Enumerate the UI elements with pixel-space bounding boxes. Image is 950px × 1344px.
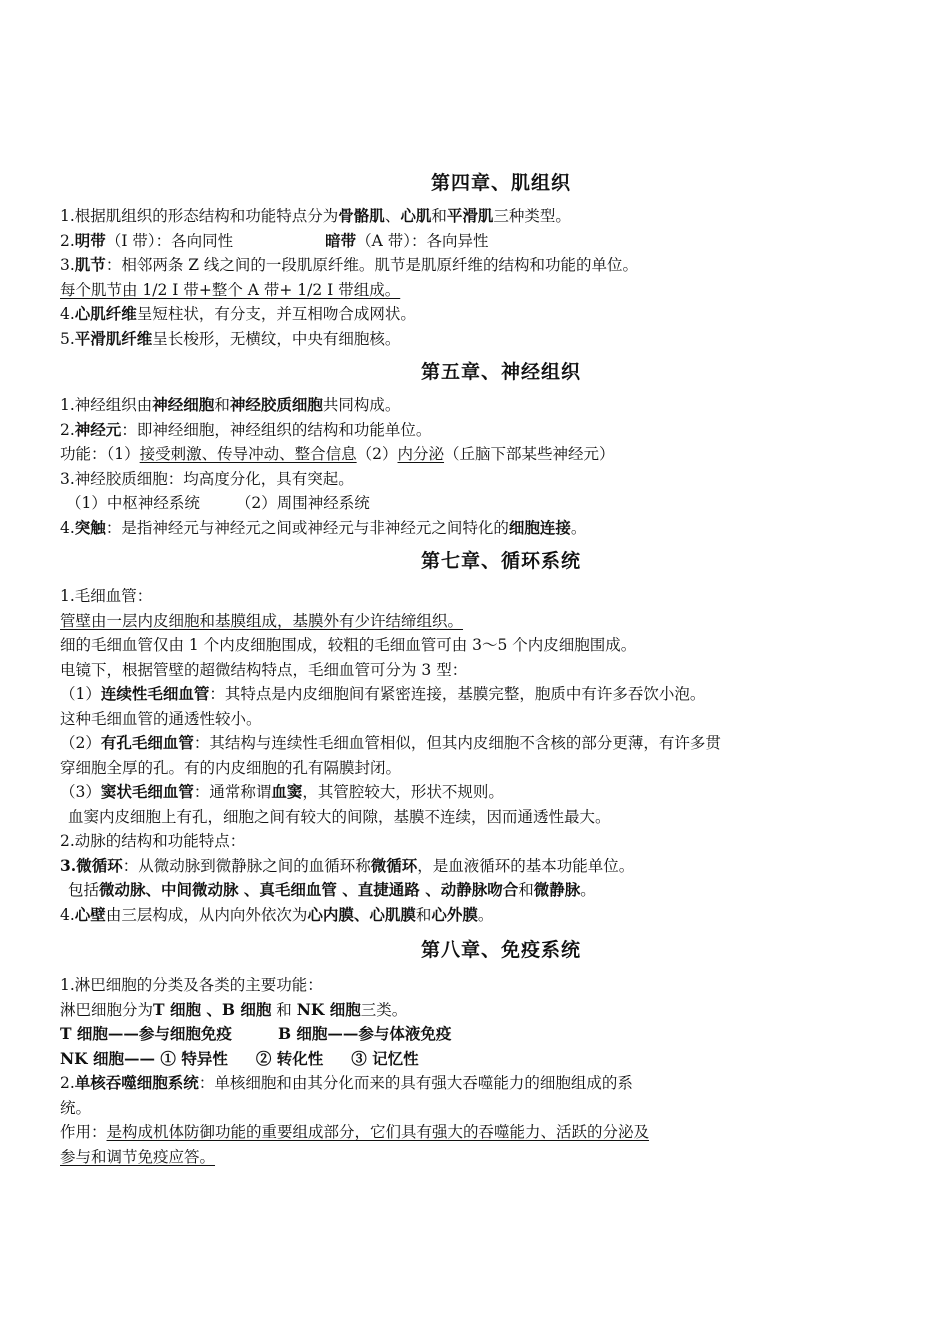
ch8-line-7: 作用：是构成机体防御功能的重要组成部分，它们具有强大的吞噬能力、活跃的分泌及: [60, 1123, 650, 1141]
ch4-line-3: 3.肌节：相邻两条 Z 线之间的一段肌原纤维。肌节是肌原纤维的结构和功能的单位。: [60, 255, 638, 274]
ch5-line-1: 1.神经组织由神经细胞和神经胶质细胞共同构成。: [60, 395, 401, 414]
ch7-line-1: 1.毛细血管：: [60, 587, 153, 605]
ch7-line-3: 细的毛细血管仅由 1 个内皮细胞围成，较粗的毛细血管可由 3～5 个内皮细胞围成。: [60, 636, 637, 654]
ch8-line-5: 2.单核吞噬细胞系统：单核细胞和由其分化而来的具有强大吞噬能力的细胞组成的系: [60, 1073, 633, 1092]
ch7-line-4: 电镜下，根据管壁的超微结构特点，毛细血管可分为 3 型：: [60, 660, 468, 679]
ch8-line-6: 统。: [60, 1098, 92, 1117]
ch7-line-5: （1）连续性毛细血管：其特点是内皮细胞间有紧密连接，基膜完整，胞质中有许多吞饮小泡。: [60, 684, 706, 703]
ch7-line-7: （2）有孔毛细血管：其结构与连续性毛细血管相似，但其内皮细胞不含核的部分更薄，有许多贯: [60, 733, 721, 752]
chapter-4-title: 第四章、肌组织: [430, 172, 571, 194]
ch7-line-9: （3）窦状毛细血管：通常称谓血窦，其管腔较大，形状不规则。: [60, 782, 504, 801]
ch5-line-6: 4.突触：是指神经元与神经元之间或神经元与非神经元之间特化的细胞连接。: [60, 517, 587, 537]
ch4-line-6: 5.平滑肌纤维呈长梭形，无横纹，中央有细胞核。: [60, 328, 401, 348]
ch7-line-10: 血窦内皮细胞上有孔，细胞之间有较大的间隙，基膜不连续，因而通透性最大。: [68, 807, 611, 826]
document-page: [60, 170, 890, 1169]
ch5-line-3: 功能：（1）接受刺激、传导冲动、整合信息（2）内分泌（丘脑下部某些神经元）: [60, 445, 615, 463]
ch5-line-4: 3.神经胶质细胞：均高度分化，具有突起。: [60, 469, 354, 488]
ch8-line-8: 参与和调节免疫应答。: [60, 1147, 216, 1166]
ch8-line-2: 淋巴细胞分为T 细胞 、B 细胞 和 NK 细胞三类。: [60, 999, 408, 1019]
ch4-line-1: 1.根据肌组织的形态结构和功能特点分为骨骼肌、心肌和平滑肌三种类型。: [60, 206, 571, 225]
chapter-8-title: 第八章、免疫系统: [420, 939, 581, 961]
ch7-line-11: 2.动脉的结构和功能特点：: [60, 832, 246, 850]
ch7-line-8: 穿细胞全厚的孔。有的内皮细胞的孔有隔膜封闭。: [60, 758, 402, 777]
ch7-line-13: 包括微动脉、中间微动脉 、真毛细血管 、直捷通路 、动静脉吻合和微静脉。: [68, 880, 596, 899]
ch4-line-2: 2.明带（I 带）：各向同性 暗带（A 带）：各向异性: [60, 230, 489, 250]
ch7-line-12: 3.微循环：从微动脉到微静脉之间的血循环称微循环，是血液循环的基本功能单位。: [60, 855, 635, 875]
ch5-line-2: 2.神经元：即神经细胞，神经组织的结构和功能单位。: [60, 419, 432, 439]
ch4-line-5: 4.心肌纤维呈短柱状，有分支，并互相吻合成网状。: [60, 304, 416, 323]
ch8-line-3: T 细胞——参与细胞免疫 B 细胞——参与体液免疫: [60, 1024, 452, 1043]
ch7-line-14: 4.心壁由三层构成，从内向外依次为心内膜、心肌膜和心外膜。: [60, 904, 494, 924]
chapter-7-title: 第七章、循环系统: [420, 550, 581, 572]
ch8-line-4: NK 细胞—— ① 特异性 ② 转化性 ③ 记忆性: [60, 1048, 419, 1068]
ch5-line-5: （1）中枢神经系统 （2）周围神经系统: [66, 494, 370, 512]
ch7-line-2: 管壁由一层内皮细胞和基膜组成，基膜外有少许结缔组织。: [60, 611, 464, 630]
ch4-line-4: 每个肌节由 1/2 I 带+整个 A 带+ 1/2 I 带组成。: [60, 280, 401, 299]
chapter-5-title: 第五章、神经组织: [420, 361, 581, 383]
ch7-line-6: 这种毛细血管的通透性较小。: [60, 709, 262, 728]
ch8-line-1: 1.淋巴细胞的分类及各类的主要功能：: [60, 976, 323, 994]
